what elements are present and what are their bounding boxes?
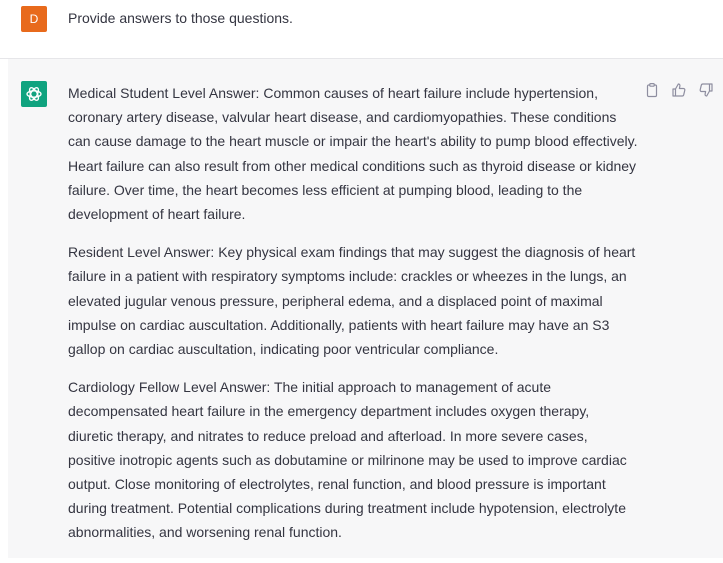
user-message-row [0, 0, 723, 59]
user-avatar: D [21, 6, 47, 32]
message-actions [642, 82, 717, 100]
answer-paragraph-resident: Resident Level Answer: Key physical exam findings that may suggest the diagnosis of heart failure in a patient with respiratory symptoms include: crackles or wheezes in the lungs, an elevated jugular venous pressure, peripheral edema, and a displaced point of maximal impulse on cardiac auscultation. Additionally, patients with heart failure may have an S3 gallop on cardiac auscultation, indicating poor ventricular compliance. [68, 244, 636, 358]
assistant-message-row [8, 59, 723, 558]
thumbs-down-icon [698, 82, 714, 98]
answer-paragraph-medical-student: Medical Student Level Answer: Common causes of heart failure include hypertension, coronary artery disease, valvular heart disease, and cardiomyopathies. These conditions can cause damage to the heart muscle or impair the heart's ability to pump blood effectively. Heart failure can also result from other medical conditions such as thyroid disease or kidney failure. Over time, the heart becomes less efficient at pumping blood, leading to the development of heart failure. [68, 85, 638, 223]
assistant-answer [68, 81, 638, 559]
clipboard-icon [644, 82, 660, 98]
user-message-text: Provide answers to those questions. [68, 10, 293, 26]
openai-logo-icon [21, 81, 47, 107]
answer-paragraph-cardiology-fellow: Cardiology Fellow Level Answer: The initial approach to management of acute decompensated heart failure in the emergency department includes oxygen therapy, diuretic therapy, and nitrates to reduce preload and afterload. In more severe cases, positive inotropic agents such as dobutamine or milrinone may be used to improve cardiac output. Close monitoring of electrolytes, renal function, and blood pressure is important during treatment. Potential complications during treatment include hypotension, electrolyte abnormalities, and worsening renal function. [68, 379, 627, 541]
copy-button[interactable] [644, 82, 660, 98]
thumbs-up-icon [671, 82, 687, 98]
thumbs-down-button[interactable] [698, 82, 714, 98]
thumbs-up-button[interactable] [671, 82, 687, 98]
